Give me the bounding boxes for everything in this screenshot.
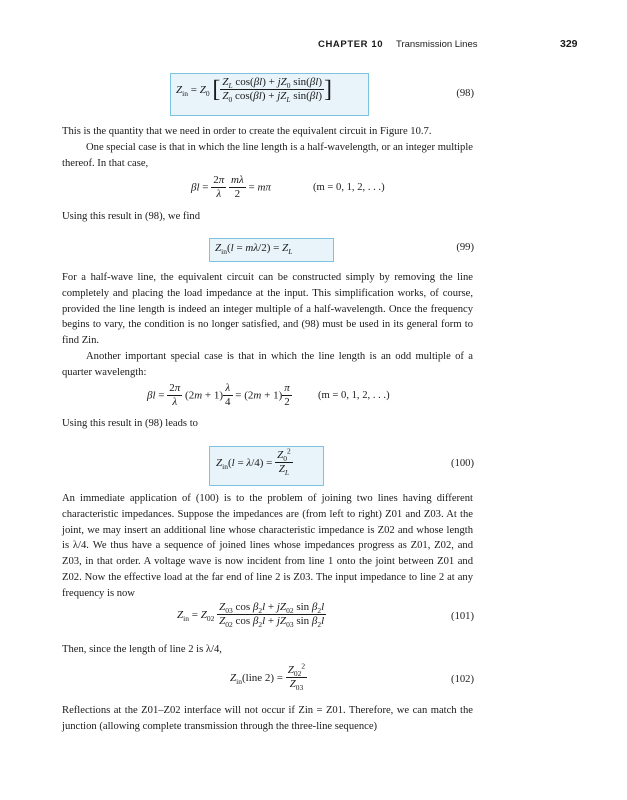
eq102-number: (102) bbox=[451, 674, 474, 685]
text-p8: Reflections at the Z01–Z02 interface will not occur if Zin = Z01. Therefore, we can match the junction (allowing complete transmission through the three-line sequence) bbox=[62, 705, 473, 732]
text-p4a: For a half-wave line, the equivalent circuit can be constructed simply by removing the line completely and placing the load impedance at the input. This simplification works, of course, provided the line length is indeed an integer multiple of a half-wavelength. Once the frequency begins to vary, the condition is no longer satisfied, and (98) must be used in its general form to find Zin. bbox=[62, 272, 473, 347]
page-number: 329 bbox=[560, 38, 578, 50]
eq98-number: (98) bbox=[456, 88, 474, 99]
eq-beta-quarter-condition: (m = 0, 1, 2, . . .) bbox=[318, 390, 390, 401]
eq99-number: (99) bbox=[456, 242, 474, 253]
eq100: $Z_{in}(l = \lambda/4)$ = $\frac{Z_0^2}{Z_L}$ bbox=[216, 446, 291, 478]
body-paragraph-1 bbox=[62, 124, 473, 171]
eq-beta-half: βl = $\frac{2\pi}{\lambda}$ $\frac{m\lambda}{2}$ = mπ bbox=[191, 174, 271, 200]
eq99: $Z_{in}(l = m\lambda/2) = Z_L$ bbox=[215, 242, 293, 257]
chapter-label: CHAPTER 10 bbox=[318, 39, 384, 50]
eq98: $Z_{in} = Z_0$ [ $\frac{Z_L \cos(\beta l) + jZ_0 \sin(\beta l)}{Z_0 \cos(\beta l) + jZ_L \sin(\beta l)}$ ] bbox=[176, 76, 333, 105]
text-p1: This is the quantity that we need in order to create the equivalent circuit in Figure 10.7. bbox=[62, 126, 432, 137]
text-p7: Then, since the length of line 2 is λ/4, bbox=[62, 644, 222, 655]
eq100-number: (100) bbox=[451, 458, 474, 469]
eq101-number: (101) bbox=[451, 611, 474, 622]
chapter-title: Transmission Lines bbox=[396, 39, 478, 50]
eq102: $Z_{in}(line$ 2) = $\frac{Z_{02}^2}{Z_{03}}$ bbox=[230, 661, 306, 693]
eq-beta-quarter: βl = $\frac{2\pi}{\lambda}$ (2m + 1) $\frac{\lambda}{4}$ = (2m + 1) $\frac{\pi}{2}$ bbox=[147, 382, 290, 408]
text-p2: One special case is that in which the line length is a half-wavelength, or an integer multiple thereof. In that case, bbox=[62, 141, 473, 169]
eq101: $Z_{in} = Z_{02}$ $\frac{Z_{03} \cos \beta_2l + jZ_{02} \sin \beta_2l}{Z_{02} \cos \beta_2l + jZ_{03} \sin \beta_2l}$ bbox=[177, 601, 325, 630]
eq-beta-half-condition: (m = 0, 1, 2, . . .) bbox=[313, 182, 385, 193]
text-p3: Using this result in (98), we find bbox=[62, 211, 200, 222]
text-p5: Using this result in (98) leads to bbox=[62, 418, 198, 429]
body-paragraph-4 bbox=[62, 270, 473, 381]
text-p4b: Another important special case is that in which the line length is an odd multiple of a quarter wavelength: bbox=[62, 350, 473, 378]
text-p6: An immediate application of (100) is to the problem of joining two lines having different characteristic impedances. Suppose the impedances are (from left to right) Z01 and Z03. At the joint, we may insert an additional line whose characteristic impedance is Z02 and whose length is λ/4. We thus have a sequence of joined lines whose impedances progress as Z01, Z02, and Z03, in that order. A voltage wave is now incident from line 1 onto the joint between Z01 and Z02. Now the effective load at the far end of line 2 is Z03. The input impedance to line 2 at any frequency is now bbox=[62, 493, 473, 599]
